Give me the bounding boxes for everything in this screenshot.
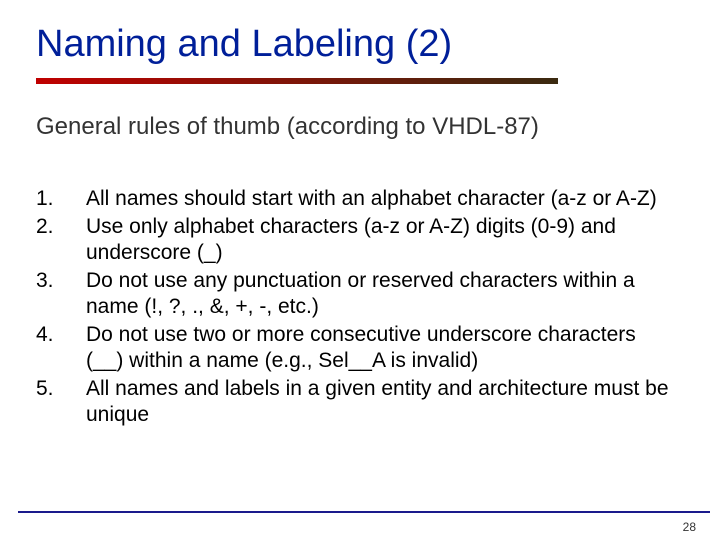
list-item-number: 4. (36, 323, 54, 346)
footer-divider (18, 511, 710, 513)
list-item-number: 1. (36, 187, 54, 210)
rules-list (36, 186, 676, 430)
list-item-number: 5. (36, 377, 54, 400)
slide-title: Naming and Labeling (2) (36, 23, 453, 65)
title-underline (36, 78, 558, 84)
list-item-text: All names and labels in a given entity and architecture must be unique (86, 377, 669, 426)
list-item-text: Do not use two or more consecutive underscore characters (__) within a name (e.g., Sel__A is invalid) (86, 323, 636, 372)
slide-subtitle: General rules of thumb (according to VHDL-87) (36, 113, 539, 140)
page-number: 28 (682, 520, 696, 534)
list-item-text: Do not use any punctuation or reserved characters within a name (!, ?, ., &, +, -, etc.) (86, 269, 635, 318)
list-item-number: 2. (36, 215, 54, 238)
list-item (36, 268, 676, 320)
list-item (36, 214, 676, 266)
list-item (36, 322, 676, 374)
list-item (36, 186, 676, 212)
list-item-text: All names should start with an alphabet character (a-z or A-Z) (86, 187, 657, 210)
list-item-text: Use only alphabet characters (a-z or A-Z) digits (0-9) and underscore (_) (86, 215, 616, 264)
list-item-number: 3. (36, 269, 54, 292)
list-item (36, 376, 676, 428)
